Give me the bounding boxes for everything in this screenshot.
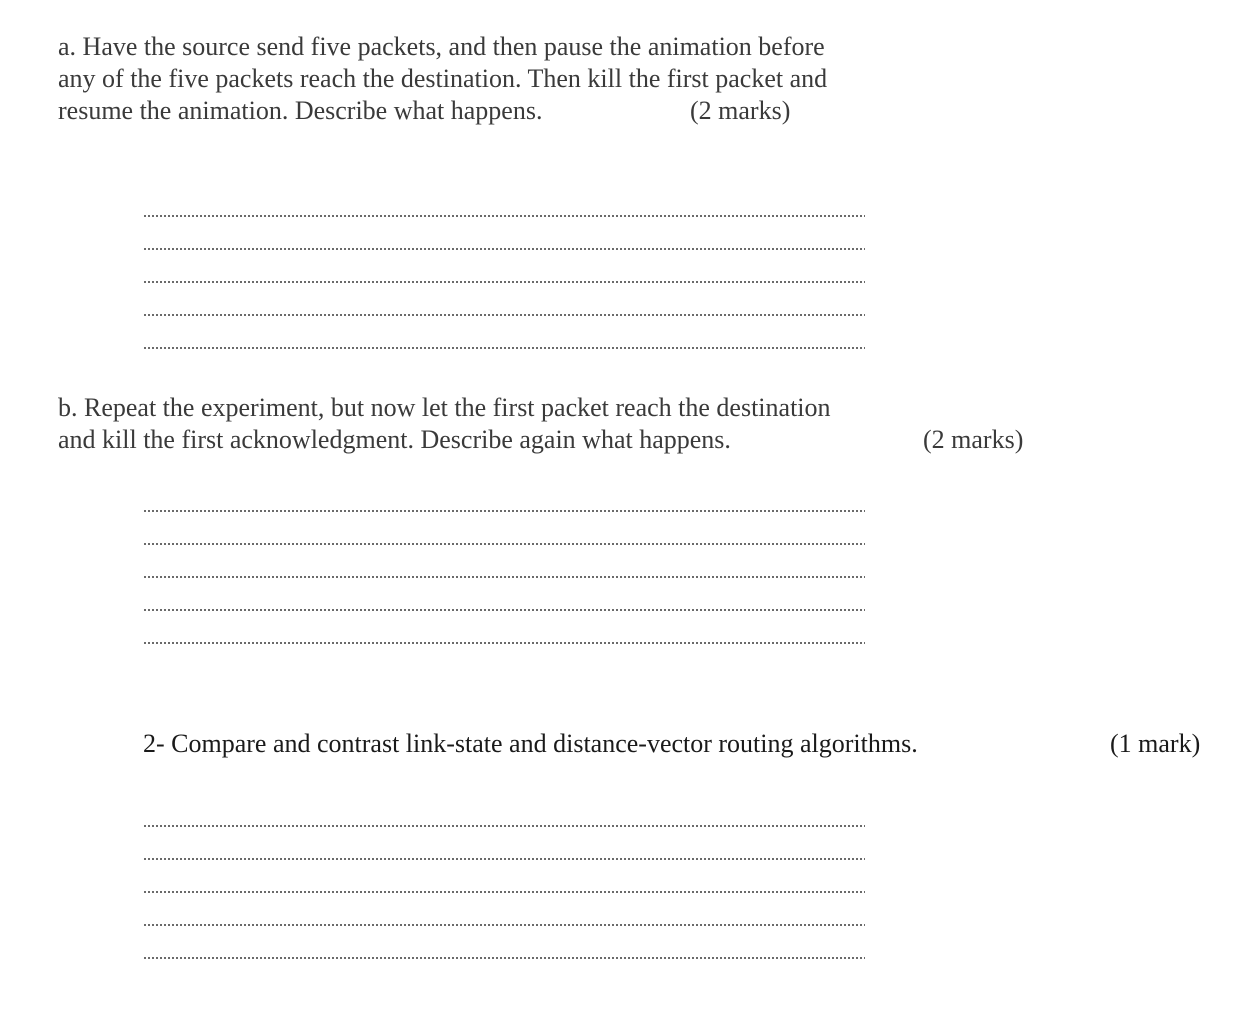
answer-line[interactable] <box>143 611 865 644</box>
question-2-marks: (1 mark) <box>1110 729 1201 758</box>
question-a-line-2: any of the five packets reach the destination. Then kill the first packet and <box>58 64 828 93</box>
answer-line[interactable] <box>143 217 865 250</box>
question-a-line-3: resume the animation. Describe what happens. <box>58 96 543 125</box>
answer-line[interactable] <box>143 794 865 827</box>
question-a-line-1: a. Have the source send five packets, and then pause the animation before <box>58 32 825 61</box>
answer-line[interactable] <box>143 512 865 545</box>
answer-line[interactable] <box>143 250 865 283</box>
answer-line[interactable] <box>143 893 865 926</box>
answer-line[interactable] <box>143 860 865 893</box>
question-b-answer-area[interactable] <box>143 479 865 644</box>
answer-line[interactable] <box>143 545 865 578</box>
answer-line[interactable] <box>143 926 865 959</box>
question-2-text: 2- Compare and contrast link-state and distance-vector routing algorithms. <box>143 729 918 758</box>
answer-line[interactable] <box>143 184 865 217</box>
question-a-answer-area[interactable] <box>143 184 865 349</box>
question-2-answer-area[interactable] <box>143 794 865 959</box>
answer-line[interactable] <box>143 578 865 611</box>
question-b-line-2: and kill the first acknowledgment. Describe again what happens. <box>58 425 731 454</box>
question-b-line-1: b. Repeat the experiment, but now let the first packet reach the destination <box>58 393 831 422</box>
answer-line[interactable] <box>143 827 865 860</box>
answer-line[interactable] <box>143 479 865 512</box>
question-a-marks: (2 marks) <box>690 96 791 125</box>
answer-line[interactable] <box>143 283 865 316</box>
question-b-text <box>58 392 831 456</box>
question-b-marks: (2 marks) <box>923 425 1024 454</box>
answer-line[interactable] <box>143 316 865 349</box>
